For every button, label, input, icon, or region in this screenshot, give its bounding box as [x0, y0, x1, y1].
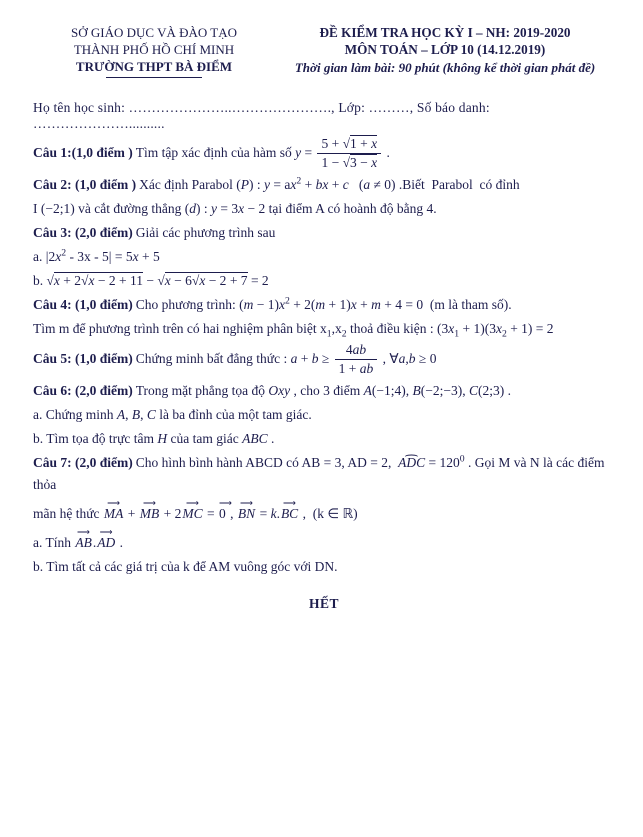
question-label: Câu 5: (1,0 điểm): [33, 350, 133, 366]
end-marker: HẾT: [308, 595, 339, 611]
student-id-blank: …………………..........: [33, 116, 165, 132]
question-text: a. $|2x^2 - 3x - 5| = 5x + 5$: [33, 247, 160, 265]
question-part-a: [33, 246, 615, 268]
question-text: I (−2;1) và cắt đường thẳng (d) : y = 3x − 2 tại điểm A có hoành độ bằng 4.: [33, 200, 437, 216]
question-label: Câu 7: (2,0 điểm): [33, 455, 133, 471]
question-line: [33, 380, 615, 402]
question-2: [33, 174, 615, 220]
exam-header: [33, 24, 615, 78]
duration-line: Thời gian làm bài: 90 phút (không kể thời gian phát đề): [294, 59, 596, 75]
student-id-label: Số báo danh:: [416, 100, 490, 116]
question-text: Giải các phương trình sau: [135, 225, 276, 240]
questions: [33, 136, 615, 577]
department-line2: THÀNH PHỐ HỒ CHÍ MINH: [73, 42, 235, 58]
school-underline-rule: [106, 77, 202, 78]
question-line: [33, 342, 615, 377]
student-name-label: Họ tên học sinh:: [33, 100, 126, 116]
question-line: [33, 294, 615, 316]
header-left: [33, 24, 275, 78]
class-blank: ………,: [368, 100, 414, 116]
question-line: [33, 222, 615, 244]
header-right: [275, 24, 615, 78]
question-text: Cho phương trình: $(m - 1)x^2 + 2(m + 1)x + m + 4 = 0$ (m là tham số).: [135, 295, 512, 313]
exam-title: ĐỀ KIỂM TRA HỌC KỲ I – NH: 2019-2020: [319, 25, 571, 40]
question-label: Câu 1:(1,0 điểm ): [33, 144, 133, 160]
question-label: Câu 3: (2,0 điểm): [33, 225, 133, 240]
question-text: Chứng minh bất đẳng thức : a + b ≥ $\frac{4ab}{1 + ab}$ , ∀a,b ≥ 0: [135, 342, 437, 377]
question-line: [33, 198, 615, 220]
question-line: [33, 318, 615, 340]
question-line: [33, 136, 615, 171]
question-part-a: [33, 404, 615, 426]
question-label: Câu 6: (2,0 điểm): [33, 382, 133, 398]
question-text: a. Chứng minh A, B, C là ba đỉnh của một tam giác.: [33, 406, 312, 422]
question-text: b. Tìm tọa độ trực tâm H của tam giác ABC .: [33, 431, 275, 446]
question-part-b: [33, 428, 615, 450]
question-line: [33, 174, 615, 196]
department-line1: SỞ GIÁO DỤC VÀ ĐÀO TẠO: [71, 25, 237, 40]
question-text: Tìm tập xác định của hàm số y = $\frac{5 + √1 + x}{1 - √3 - x}$ .: [135, 136, 390, 171]
student-name-blank: …………………..………………….,: [128, 100, 335, 116]
question-4: [33, 294, 615, 340]
question-line: [33, 452, 615, 495]
question-text: b. √x + 2√x − 2 + 11 − √x − 6√x − 2 + 7 = 2: [33, 273, 269, 289]
question-6: [33, 380, 615, 450]
question-part-b: [33, 556, 615, 578]
question-part-a: [33, 527, 615, 554]
question-5: [33, 342, 615, 377]
question-text: Tìm m để phương trình trên có hai nghiệm phân biệt $x_1,x_2$ thoả điều kiện : $(3x_1 + 1)(3x_2 + 1) = 2$: [33, 321, 554, 341]
school-name: TRƯỜNG THPT BÀ ĐIỂM: [75, 59, 233, 75]
class-label: Lớp:: [338, 100, 366, 116]
question-part-b: [33, 270, 615, 292]
question-text: Cho hình bình hành ABCD có AB = 3, AD = 2, ⌢ ADC = $120^0$ . Gọi M và N là các điểm thỏa: [33, 455, 604, 492]
student-info-line: [33, 100, 615, 132]
question-label: Câu 2: (1,0 điểm ): [33, 176, 137, 192]
question-text: Xác định Parabol (P) : $y = ax^2$ + bx + c (a ≠ 0) .Biết Parabol có đỉnh: [139, 175, 520, 192]
question-line: [33, 498, 615, 525]
question-text: b. Tìm tất cả các giá trị của k để AM vuông góc với DN.: [33, 558, 338, 574]
subject-line: MÔN TOÁN – LỚP 10 (14.12.2019): [344, 42, 546, 58]
question-text: mãn hệ thức ⟶ MA + ⟶ MB + 2⟶ MC = ⟶ 0 , ⟶ BN = k.⟶ BC , (k ∈ ℝ): [33, 506, 358, 521]
question-7: [33, 452, 615, 577]
question-text: a. Tính ⟶ AB.⟶ AD .: [33, 535, 123, 550]
question-text: Trong mặt phẳng tọa độ Oxy , cho 3 điểm A(−1;4), B(−2;−3), C(2;3) .: [135, 382, 511, 398]
question-label: Câu 4: (1,0 điểm): [33, 297, 133, 313]
question-1: [33, 136, 615, 171]
question-3: [33, 222, 615, 292]
